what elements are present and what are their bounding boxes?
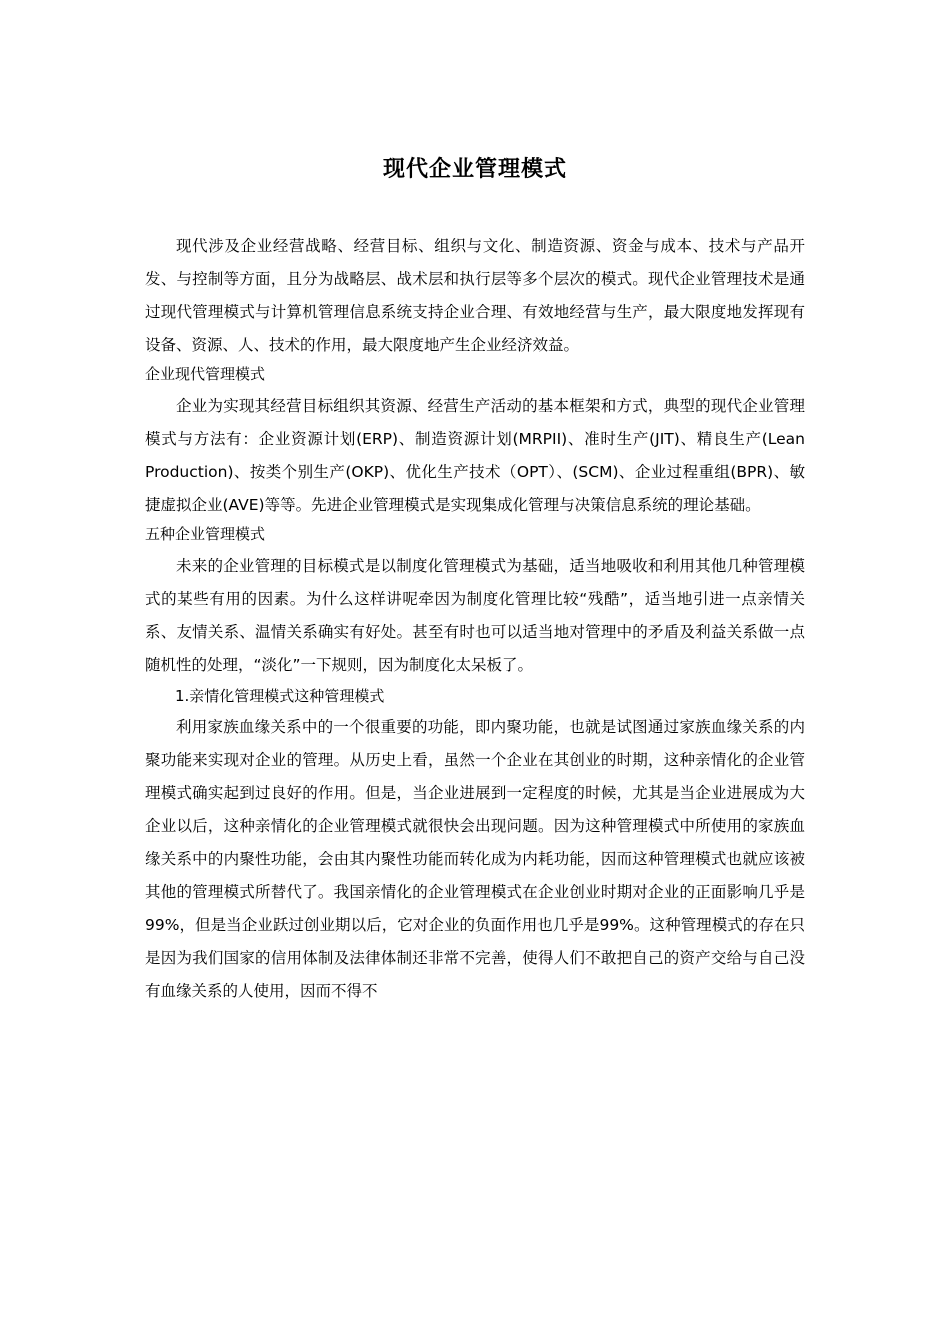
paragraph-management-models: 企业为实现其经营目标组织其资源、经营生产活动的基本框架和方式，典型的现代企业管理模式与方法有：企业资源计划(ERP)、制造资源计划(MRPII)、准时生产(JIT)、精良生产(Lean Production)、按类个别生产(OKP)、优化生产技术（OPT）、(SCM)、企业过程重组(BPR)、敏捷虚拟企业(AVE)等等。先进企业管理模式是实现集成化管理与决策信息系统的理论基础。	[145, 397, 805, 514]
paragraph-target-model: 未来的企业管理的目标模式是以制度化管理模式为基础，适当地吸收和利用其他几种管理模式的某些有用的因素。为什么这样讲呢牵因为制度化管理比较“残酷”，适当地引进一点亲情关系、友情关系、温情关系确实有好处。甚至有时也可以适当地对管理中的矛盾及利益关系做一点随机性的处理，“淡化”一下规则，因为制度化太呆板了。	[145, 557, 805, 674]
heading-five-models: 五种企业管理模式	[145, 525, 266, 543]
paragraph-intro: 现代涉及企业经营战略、经营目标、组织与文化、制造资源、资金与成本、技术与产品开发、与控制等方面，且分为战略层、战术层和执行层等多个层次的模式。现代企业管理技术是通过现代管理模式与计算机管理信息系统支持企业合理、有效地经营与生产，最大限度地发挥现有设备、资源、人、技术的作用，最大限度地产生企业经济效益。	[145, 237, 805, 354]
document-body	[145, 230, 805, 1008]
paragraph-family-model: 利用家族血缘关系中的一个很重要的功能，即内聚功能，也就是试图通过家族血缘关系的内聚功能来实现对企业的管理。从历史上看，虽然一个企业在其创业的时期，这种亲情化的企业管理模式确实起到过良好的作用。但是，当企业进展到一定程度的时候，尤其是当企业进展成为大企业以后，这种亲情化的企业管理模式就很快会出现问题。因为这种管理模式中所使用的家族血缘关系中的内聚性功能，会由其内聚性功能而转化成为内耗功能，因而这种管理模式也就应该被其他的管理模式所替代了。我国亲情化的企业管理模式在企业创业时期对企业的正面影响几乎是99%，但是当企业跃过创业期以后，它对企业的负面作用也几乎是99%。这种管理模式的存在只是因为我们国家的信用体制及法律体制还非常不完善，使得人们不敢把自己的资产交给与自己没有血缘关系的人使用，因而不得不	[145, 718, 805, 1000]
heading-modern-management: 企业现代管理模式	[145, 365, 266, 383]
document-title: 现代企业管理模式	[382, 157, 567, 182]
subheading-family-model: 1.亲情化管理模式这种管理模式	[175, 687, 385, 705]
